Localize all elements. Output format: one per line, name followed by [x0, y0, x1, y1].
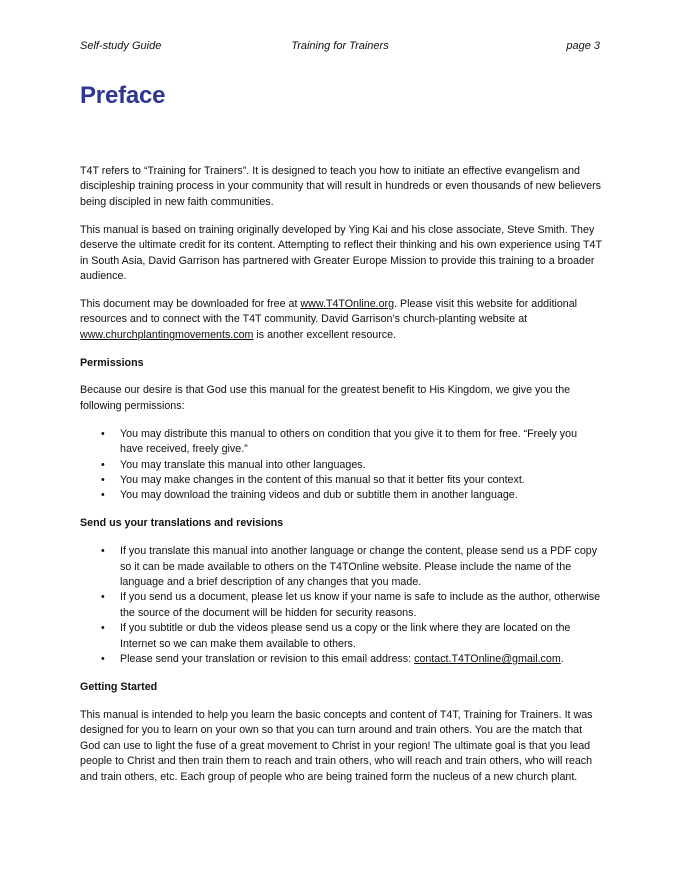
getting-started-heading: Getting Started	[80, 680, 158, 693]
intro-p3-text-c: is another excellent resource.	[253, 328, 397, 341]
header-course-title: Training for Trainers	[291, 40, 389, 52]
list-item	[80, 458, 602, 473]
page-title: Preface	[80, 82, 166, 109]
permissions-intro: Because our desire is that God use this manual for the greatest benefit to His Kingdom, we give you the following permissions:	[80, 384, 571, 412]
list-item	[80, 473, 602, 488]
bullet-icon: •	[101, 427, 105, 440]
intro-p3-text-b: . Please visit this website for additional resources and to connect with the T4T community. David Garrison’s church-planting website at	[80, 297, 578, 326]
intro-paragraph-1: T4T refers to “Training for Trainers”. It is designed to teach you how to initiate an effective evangelism and discipleship training process in your community that will result in hundreds or even thousands of new believers being discipled in new faith communities.	[80, 165, 601, 208]
translations-list	[80, 544, 602, 667]
bullet-icon: •	[101, 591, 105, 604]
t4tonline-link[interactable]: www.T4TOnline.org	[300, 297, 395, 310]
header-page-number: page 3	[566, 40, 600, 52]
list-item	[80, 621, 602, 652]
page-header	[80, 40, 600, 56]
list-item-text: If you send us a document, please let us know if your name is safe to include as the author, otherwise the source of the document will be hidden for security reasons.	[120, 591, 601, 619]
list-item	[80, 652, 602, 667]
document-body	[80, 164, 602, 797]
bullet-icon: •	[101, 458, 105, 471]
translations-heading: Send us your translations and revisions	[80, 517, 284, 530]
list-item-text: You may distribute this manual to others on condition that you give it to them for free. “Freely you have received, freely give.”	[120, 427, 578, 456]
list-item-text: You may download the training videos and dub or subtitle them in another language.	[120, 489, 518, 502]
getting-started-paragraph: This manual is intended to help you learn the basic concepts and content of T4T, Training for Trainers. It was designed for you to learn on your own so that you can turn around and train others. You are the match that God can use to light the fuse of a great movement to Christ in your region! The ultimate goal is that you lead people to Christ and then train them to reach and train others, who will reach and train others, who will reach and train others, etc. Each group of people who are being trained form the nucleus of a new church plant.	[80, 708, 593, 783]
intro-p3-text-a: This document may be downloaded for free at	[80, 297, 301, 310]
list-item	[80, 590, 602, 621]
list-item	[80, 488, 602, 503]
intro-paragraph-2: This manual is based on training originally developed by Ying Kai and his close associate, Steve Smith. They deserve the ultimate credit for its content. Attempting to reflect their thinking and his own experience using T4T in South Asia, David Garrison has partnered with Greater Europe Mission to provide this training to a broader audience.	[80, 223, 602, 282]
bullet-icon: •	[101, 474, 105, 486]
intro-paragraph-3	[80, 297, 602, 343]
list-item	[80, 427, 602, 458]
email-item-suffix: .	[560, 653, 564, 666]
bullet-icon: •	[101, 653, 105, 666]
email-item-text: Please send your translation or revision to this email address:	[120, 653, 415, 666]
list-item-text: You may make changes in the content of this manual so that it better fits your context.	[120, 474, 525, 486]
list-item-text: If you translate this manual into another language or change the content, please send us a PDF copy so it can be made available to others on the T4TOnline website. Please include the name of the language and a brief description of any changes that you made.	[120, 545, 598, 589]
permissions-list	[80, 427, 602, 504]
email-link[interactable]: contact.T4TOnline@gmail.com	[414, 653, 561, 666]
list-item-text: If you subtitle or dub the videos please send us a copy or the link where they are located on the Internet so we can make them available to others.	[120, 622, 571, 650]
bullet-icon: •	[101, 545, 105, 558]
bullet-icon: •	[101, 489, 105, 502]
churchplanting-link[interactable]: www.churchplantingmovements.com	[80, 328, 254, 341]
permissions-heading: Permissions	[80, 356, 144, 369]
list-item-text: You may translate this manual into other languages.	[120, 458, 366, 471]
list-item	[80, 544, 602, 590]
header-guide-title: Self-study Guide	[80, 40, 162, 52]
bullet-icon: •	[101, 622, 105, 635]
